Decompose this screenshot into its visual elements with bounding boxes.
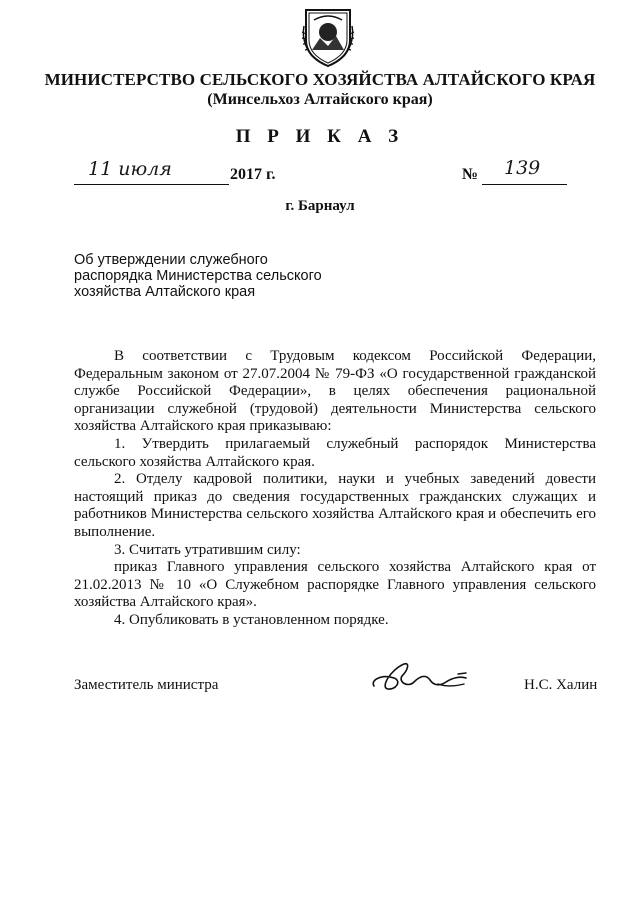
number-label: № (462, 166, 479, 183)
handwritten-date: 11 июля (88, 158, 172, 180)
signer-title: Заместитель министра (74, 677, 219, 693)
item-3-heading: 3. Считать утратившим силу: (114, 541, 301, 558)
order-subject (74, 252, 322, 300)
item-1: 1. Утвердить прилагаемый служебный распорядок Министерства сельского хозяйства Алтайского края. (74, 435, 596, 470)
preamble-paragraph: В соответствии с Трудовым кодексом Российской Федерации, Федеральным законом от 27.07.2004 № 79-ФЗ «О государственной гражданской службе Российской Федерации», в целях обеспечения рациональной организации служебной (трудовой) деятельности Министерства сельского хозяйства Алтайского края приказываю: (74, 348, 596, 435)
item-2: 2. Отделу кадровой политики, науки и учебных заведений довести настоящий приказ до сведения государственных гражданских служащих и работников Министерства сельского хозяйства Алтайского края и обеспечить его выполнение. (74, 471, 596, 540)
order-body (74, 348, 596, 630)
handwritten-number: 139 (504, 157, 541, 179)
ministry-name: МИНИСТЕРСТВО СЕЛЬСКОГО ХОЗЯЙСТВА АЛТАЙСКОГО КРАЯ (44, 70, 596, 89)
signer-name: Н.С. Халин (524, 677, 598, 693)
subject-line: распорядка Министерства сельского (74, 268, 322, 284)
city: г. Барнаул (285, 198, 355, 214)
item-4: 4. Опубликовать в установленном порядке. (114, 611, 389, 628)
ministry-short-name: (Минсельхоз Алтайского края) (207, 91, 433, 108)
subject-line: хозяйства Алтайского края (74, 284, 256, 300)
item-3-text: приказ Главного управления сельского хозяйства Алтайского края от 21.02.2013 № 10 «О Служебном распорядке Главного управления сельского хозяйства Алтайского края». (74, 559, 596, 611)
order-year: 2017 г. (230, 166, 276, 183)
subject-line: Об утверждении служебного (74, 252, 268, 268)
coat-of-arms-icon (298, 6, 358, 68)
order-title: П Р И К А З (235, 126, 405, 147)
handwritten-signature-icon (368, 656, 480, 700)
